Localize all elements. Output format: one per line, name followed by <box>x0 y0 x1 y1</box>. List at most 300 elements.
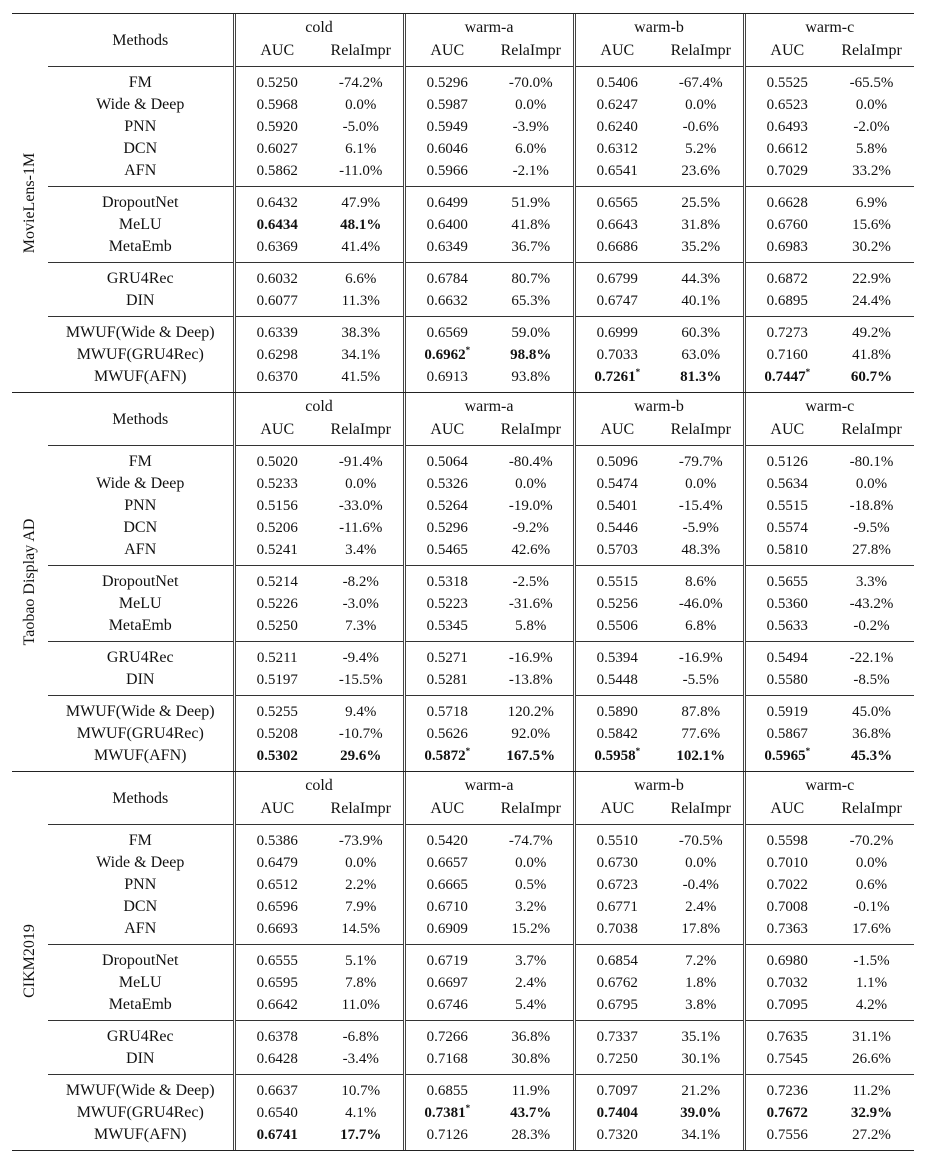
relaimpr-cell <box>829 160 914 187</box>
relaimpr-cell <box>489 723 574 745</box>
auc-value: 0.6784 <box>426 271 468 287</box>
relaimpr-cell <box>319 874 404 896</box>
relaimpr-cell <box>659 94 744 116</box>
auc-cell <box>404 896 489 918</box>
relaimpr-value: -67.4% <box>678 75 723 91</box>
auc-value: 0.5703 <box>596 542 638 558</box>
auc-cell <box>404 539 489 566</box>
auc-value: 0.5096 <box>596 454 638 470</box>
relaimpr-value: -18.8% <box>849 498 894 514</box>
auc-cell <box>574 615 659 642</box>
relaimpr-cell <box>489 539 574 566</box>
method-name: MetaEmb <box>108 617 172 634</box>
method-name: MWUF(AFN) <box>94 368 187 385</box>
relaimpr-value: 60.3% <box>681 325 721 341</box>
auc-value: 0.6493 <box>766 119 808 135</box>
dataset-name: MovieLens-1M <box>21 152 38 254</box>
auc-cell <box>744 214 829 236</box>
relaimpr-value: -0.1% <box>853 899 890 915</box>
relaimpr-value: 27.8% <box>852 542 891 558</box>
relaimpr-value: 41.8% <box>852 347 891 363</box>
auc-value: 0.6686 <box>596 239 638 255</box>
significance-star: * <box>805 746 811 756</box>
auc-cell <box>234 566 319 594</box>
relaimpr-cell <box>319 723 404 745</box>
table-row <box>48 696 914 724</box>
relaimpr-header: RelaImpr <box>841 421 902 438</box>
relaimpr-value: 14.5% <box>341 921 381 937</box>
auc-cell <box>744 344 829 366</box>
relaimpr-cell <box>489 896 574 918</box>
auc-value: 0.6741 <box>256 1127 298 1143</box>
auc-value: 0.5655 <box>766 574 808 590</box>
relaimpr-cell <box>489 263 574 291</box>
relaimpr-cell <box>319 1075 404 1103</box>
auc-cell <box>404 615 489 642</box>
relaimpr-cell <box>319 972 404 994</box>
relaimpr-value: 10.7% <box>341 1083 381 1099</box>
auc-cell <box>574 566 659 594</box>
auc-value: 0.6760 <box>766 217 808 233</box>
auc-value: 0.5446 <box>596 520 638 536</box>
relaimpr-value: -3.0% <box>342 596 379 612</box>
auc-value: 0.5718 <box>426 704 468 720</box>
relaimpr-cell <box>829 446 914 474</box>
relaimpr-header: RelaImpr <box>500 421 561 438</box>
auc-value: 0.7008 <box>766 899 808 915</box>
table-row <box>48 366 914 392</box>
auc-value: 0.5401 <box>596 498 638 514</box>
auc-cell <box>234 473 319 495</box>
relaimpr-cell <box>829 994 914 1021</box>
auc-value: 0.6632 <box>426 293 468 309</box>
relaimpr-cell <box>319 473 404 495</box>
relaimpr-value: 27.2% <box>852 1127 891 1143</box>
auc-cell <box>744 566 829 594</box>
relaimpr-value: 7.3% <box>345 618 377 634</box>
auc-cell <box>574 138 659 160</box>
relaimpr-cell <box>489 446 574 474</box>
auc-value: 0.7033 <box>596 347 638 363</box>
relaimpr-value: -0.4% <box>682 877 719 893</box>
relaimpr-cell <box>319 263 404 291</box>
auc-value: 0.7556 <box>766 1127 808 1143</box>
auc-cell <box>404 1048 489 1075</box>
auc-value: 0.5264 <box>426 498 468 514</box>
auc-cell <box>234 874 319 896</box>
auc-value: 0.6523 <box>766 97 808 113</box>
auc-cell <box>234 94 319 116</box>
auc-value: 0.7447 <box>764 369 806 385</box>
auc-value: 0.7266 <box>426 1029 468 1045</box>
relaimpr-cell <box>829 874 914 896</box>
auc-value: 0.5949 <box>426 119 468 135</box>
relaimpr-value: 5.2% <box>685 141 717 157</box>
relaimpr-header: RelaImpr <box>670 42 731 59</box>
auc-value: 0.5968 <box>256 97 298 113</box>
relaimpr-value: -22.1% <box>849 650 894 666</box>
auc-cell <box>404 696 489 724</box>
relaimpr-cell <box>829 918 914 945</box>
relaimpr-cell <box>489 495 574 517</box>
auc-cell <box>574 593 659 615</box>
auc-cell <box>744 236 829 263</box>
relaimpr-cell <box>829 517 914 539</box>
relaimpr-value: 0.0% <box>685 97 717 113</box>
table-row <box>48 1021 914 1049</box>
table-row <box>48 615 914 642</box>
auc-value: 0.5233 <box>256 476 298 492</box>
auc-value: 0.6298 <box>256 347 298 363</box>
relaimpr-cell <box>829 1021 914 1049</box>
relaimpr-cell <box>489 473 574 495</box>
relaimpr-cell <box>829 852 914 874</box>
relaimpr-cell <box>319 994 404 1021</box>
auc-cell <box>404 972 489 994</box>
relaimpr-cell <box>319 1124 404 1150</box>
relaimpr-cell <box>319 896 404 918</box>
relaimpr-value: 32.9% <box>850 1105 893 1121</box>
auc-cell <box>574 723 659 745</box>
auc-value: 0.7097 <box>596 1083 638 1099</box>
table-row <box>48 187 914 215</box>
relaimpr-value: 4.2% <box>855 997 888 1013</box>
relaimpr-value: 0.0% <box>515 476 547 492</box>
relaimpr-value: 59.0% <box>511 325 551 341</box>
relaimpr-cell <box>489 517 574 539</box>
auc-value: 0.7168 <box>426 1051 468 1067</box>
auc-cell <box>404 994 489 1021</box>
relaimpr-value: 6.0% <box>515 141 547 157</box>
relaimpr-cell <box>489 745 574 771</box>
auc-cell <box>574 94 659 116</box>
auc-cell <box>404 566 489 594</box>
relaimpr-value: 40.1% <box>681 293 721 309</box>
relaimpr-value: 81.3% <box>680 369 722 385</box>
relaimpr-cell <box>319 918 404 945</box>
relaimpr-value: 23.6% <box>681 163 721 179</box>
relaimpr-value: 102.1% <box>676 748 726 764</box>
relaimpr-value: 35.1% <box>681 1029 721 1045</box>
auc-value: 0.7635 <box>766 1029 808 1045</box>
auc-value: 0.6723 <box>596 877 638 893</box>
auc-header: AUC <box>574 798 659 825</box>
auc-cell <box>744 1124 829 1150</box>
auc-value: 0.6369 <box>256 239 298 255</box>
relaimpr-value: 3.7% <box>515 953 547 969</box>
auc-cell <box>574 972 659 994</box>
auc-value: 0.7672 <box>766 1105 808 1121</box>
header-row-settings <box>48 14 914 40</box>
auc-cell <box>744 615 829 642</box>
relaimpr-cell <box>829 615 914 642</box>
relaimpr-cell <box>489 593 574 615</box>
auc-cell <box>234 918 319 945</box>
auc-cell <box>744 290 829 317</box>
dataset-label <box>12 14 48 392</box>
relaimpr-cell <box>829 1075 914 1103</box>
method-name: DropoutNet <box>48 945 234 973</box>
method-name: DIN <box>126 1050 155 1067</box>
method-name: MetaEmb <box>108 238 172 255</box>
relaimpr-cell <box>829 945 914 973</box>
relaimpr-cell <box>659 517 744 539</box>
relaimpr-cell <box>489 642 574 670</box>
method-name: PNN <box>124 876 157 893</box>
auc-value: 0.6980 <box>766 953 808 969</box>
relaimpr-value: -1.5% <box>853 953 890 969</box>
method-name: PNN <box>124 497 157 514</box>
relaimpr-value: -8.2% <box>342 574 379 590</box>
auc-value: 0.5302 <box>256 748 298 764</box>
auc-value: 0.6479 <box>256 855 298 871</box>
auc-cell <box>234 344 319 366</box>
auc-cell <box>574 236 659 263</box>
auc-value: 0.5465 <box>426 542 468 558</box>
relaimpr-value: -70.2% <box>849 833 894 849</box>
auc-cell <box>574 446 659 474</box>
auc-value: 0.5296 <box>426 75 468 91</box>
table-row <box>48 67 914 95</box>
relaimpr-cell <box>659 539 744 566</box>
relaimpr-cell <box>489 825 574 853</box>
auc-value: 0.5626 <box>426 726 468 742</box>
relaimpr-cell <box>829 116 914 138</box>
auc-cell <box>574 317 659 345</box>
relaimpr-cell <box>319 642 404 670</box>
relaimpr-value: -3.9% <box>512 119 549 135</box>
method-name: MWUF(AFN) <box>94 747 187 764</box>
relaimpr-cell <box>659 874 744 896</box>
auc-cell <box>574 290 659 317</box>
relaimpr-value: 11.9% <box>511 1083 550 1099</box>
relaimpr-value: 11.2% <box>852 1083 891 1099</box>
auc-value: 0.5598 <box>766 833 808 849</box>
auc-cell <box>574 696 659 724</box>
auc-header: AUC <box>574 419 659 446</box>
auc-value: 0.6628 <box>766 195 808 211</box>
auc-cell <box>574 187 659 215</box>
relaimpr-value: 36.8% <box>852 726 891 742</box>
relaimpr-cell <box>319 446 404 474</box>
auc-value: 0.6913 <box>426 369 468 385</box>
auc-value: 0.5810 <box>766 542 808 558</box>
relaimpr-value: 30.1% <box>681 1051 721 1067</box>
relaimpr-value: 11.0% <box>341 997 380 1013</box>
relaimpr-cell <box>829 214 914 236</box>
auc-cell <box>744 696 829 724</box>
relaimpr-value: 65.3% <box>511 293 551 309</box>
method-name: GRU4Rec <box>48 263 234 291</box>
relaimpr-value: 0.0% <box>685 476 717 492</box>
relaimpr-cell <box>659 593 744 615</box>
relaimpr-value: -15.5% <box>338 672 383 688</box>
table-row <box>48 138 914 160</box>
methods-header: Methods <box>112 32 169 49</box>
relaimpr-header: RelaImpr <box>841 800 902 817</box>
table-row <box>48 317 914 345</box>
auc-value: 0.6710 <box>426 899 468 915</box>
auc-cell <box>404 116 489 138</box>
auc-value: 0.5448 <box>596 672 638 688</box>
dataset-name: Taobao Display AD <box>21 518 38 646</box>
relaimpr-value: -16.9% <box>508 650 553 666</box>
auc-cell <box>404 723 489 745</box>
auc-value: 0.5156 <box>256 498 298 514</box>
auc-cell <box>404 593 489 615</box>
relaimpr-value: 167.5% <box>506 748 556 764</box>
table-row <box>48 495 914 517</box>
auc-value: 0.6693 <box>256 921 298 937</box>
relaimpr-value: 80.7% <box>511 271 551 287</box>
relaimpr-cell <box>489 1124 574 1150</box>
relaimpr-value: 39.0% <box>680 1105 722 1121</box>
auc-cell <box>234 1021 319 1049</box>
auc-value: 0.6432 <box>256 195 298 211</box>
auc-cell <box>744 874 829 896</box>
relaimpr-cell <box>659 994 744 1021</box>
relaimpr-cell <box>489 67 574 95</box>
relaimpr-cell <box>829 566 914 594</box>
auc-value: 0.5842 <box>596 726 638 742</box>
dataset-table <box>48 14 914 392</box>
dataset-block <box>12 13 914 392</box>
relaimpr-cell <box>319 495 404 517</box>
relaimpr-value: 38.3% <box>341 325 381 341</box>
method-name: DropoutNet <box>48 566 234 594</box>
relaimpr-cell <box>489 1048 574 1075</box>
auc-cell <box>744 473 829 495</box>
relaimpr-value: 0.0% <box>345 476 377 492</box>
relaimpr-value: -5.5% <box>682 672 719 688</box>
auc-cell <box>574 825 659 853</box>
relaimpr-value: 33.2% <box>852 163 891 179</box>
auc-cell <box>574 160 659 187</box>
relaimpr-value: -8.5% <box>853 672 890 688</box>
auc-cell <box>404 160 489 187</box>
relaimpr-cell <box>489 187 574 215</box>
auc-value: 0.7126 <box>426 1127 468 1143</box>
auc-value: 0.6771 <box>596 899 638 915</box>
relaimpr-value: 44.3% <box>681 271 721 287</box>
auc-cell <box>234 669 319 696</box>
auc-cell <box>234 972 319 994</box>
auc-cell <box>744 1102 829 1124</box>
auc-value: 0.6378 <box>256 1029 298 1045</box>
relaimpr-cell <box>659 566 744 594</box>
auc-value: 0.5525 <box>766 75 808 91</box>
relaimpr-cell <box>489 317 574 345</box>
relaimpr-cell <box>829 1102 914 1124</box>
auc-value: 0.6400 <box>426 217 468 233</box>
relaimpr-value: 0.0% <box>345 97 377 113</box>
dataset-name: CIKM2019 <box>21 924 38 998</box>
auc-cell <box>404 67 489 95</box>
auc-value: 0.5271 <box>426 650 468 666</box>
auc-cell <box>234 290 319 317</box>
relaimpr-cell <box>659 214 744 236</box>
auc-cell <box>744 669 829 696</box>
table-row <box>48 290 914 317</box>
relaimpr-value: -16.9% <box>678 650 723 666</box>
methods-header: Methods <box>112 411 169 428</box>
auc-value: 0.6555 <box>256 953 298 969</box>
auc-value: 0.6027 <box>256 141 298 157</box>
setting-header: warm-b <box>574 772 744 798</box>
auc-value: 0.7363 <box>766 921 808 937</box>
method-name: DCN <box>123 898 158 915</box>
method-name: PNN <box>124 118 157 135</box>
significance-star: * <box>805 367 811 377</box>
relaimpr-cell <box>319 67 404 95</box>
auc-value: 0.5920 <box>256 119 298 135</box>
relaimpr-value: -9.2% <box>512 520 549 536</box>
relaimpr-cell <box>659 290 744 317</box>
auc-header: AUC <box>234 40 319 67</box>
method-name: FM <box>48 67 234 95</box>
relaimpr-value: 5.1% <box>345 953 377 969</box>
relaimpr-value: 5.8% <box>855 141 888 157</box>
relaimpr-cell <box>659 896 744 918</box>
relaimpr-cell <box>319 517 404 539</box>
auc-value: 0.5862 <box>256 163 298 179</box>
auc-cell <box>744 852 829 874</box>
relaimpr-cell <box>659 317 744 345</box>
relaimpr-cell <box>319 539 404 566</box>
relaimpr-cell <box>659 495 744 517</box>
auc-cell <box>744 972 829 994</box>
auc-cell <box>574 1021 659 1049</box>
significance-star: * <box>635 746 641 756</box>
results-table <box>12 13 914 1151</box>
auc-value: 0.5241 <box>256 542 298 558</box>
auc-value: 0.7381 <box>424 1105 466 1121</box>
auc-cell <box>404 874 489 896</box>
method-name: MWUF(Wide & Deep) <box>48 317 234 345</box>
relaimpr-value: 77.6% <box>681 726 721 742</box>
relaimpr-cell <box>489 290 574 317</box>
method-name: DCN <box>123 140 158 157</box>
relaimpr-cell <box>489 918 574 945</box>
auc-value: 0.5474 <box>596 476 638 492</box>
relaimpr-cell <box>659 972 744 994</box>
table-row <box>48 642 914 670</box>
relaimpr-cell <box>319 669 404 696</box>
relaimpr-value: 0.6% <box>855 877 888 893</box>
relaimpr-cell <box>489 669 574 696</box>
auc-cell <box>744 918 829 945</box>
auc-cell <box>744 1075 829 1103</box>
auc-cell <box>574 214 659 236</box>
relaimpr-cell <box>319 344 404 366</box>
relaimpr-value: -2.1% <box>512 163 549 179</box>
relaimpr-value: 35.2% <box>681 239 721 255</box>
relaimpr-value: 36.8% <box>511 1029 551 1045</box>
auc-header: AUC <box>744 40 829 67</box>
table-row <box>48 972 914 994</box>
auc-cell <box>744 187 829 215</box>
relaimpr-value: 41.8% <box>511 217 551 233</box>
auc-cell <box>234 994 319 1021</box>
relaimpr-value: 42.6% <box>511 542 551 558</box>
auc-cell <box>574 263 659 291</box>
methods-header: Methods <box>112 790 169 807</box>
relaimpr-cell <box>829 495 914 517</box>
method-name: GRU4Rec <box>48 1021 234 1049</box>
relaimpr-cell <box>489 116 574 138</box>
relaimpr-value: 3.2% <box>515 899 547 915</box>
relaimpr-cell <box>829 67 914 95</box>
